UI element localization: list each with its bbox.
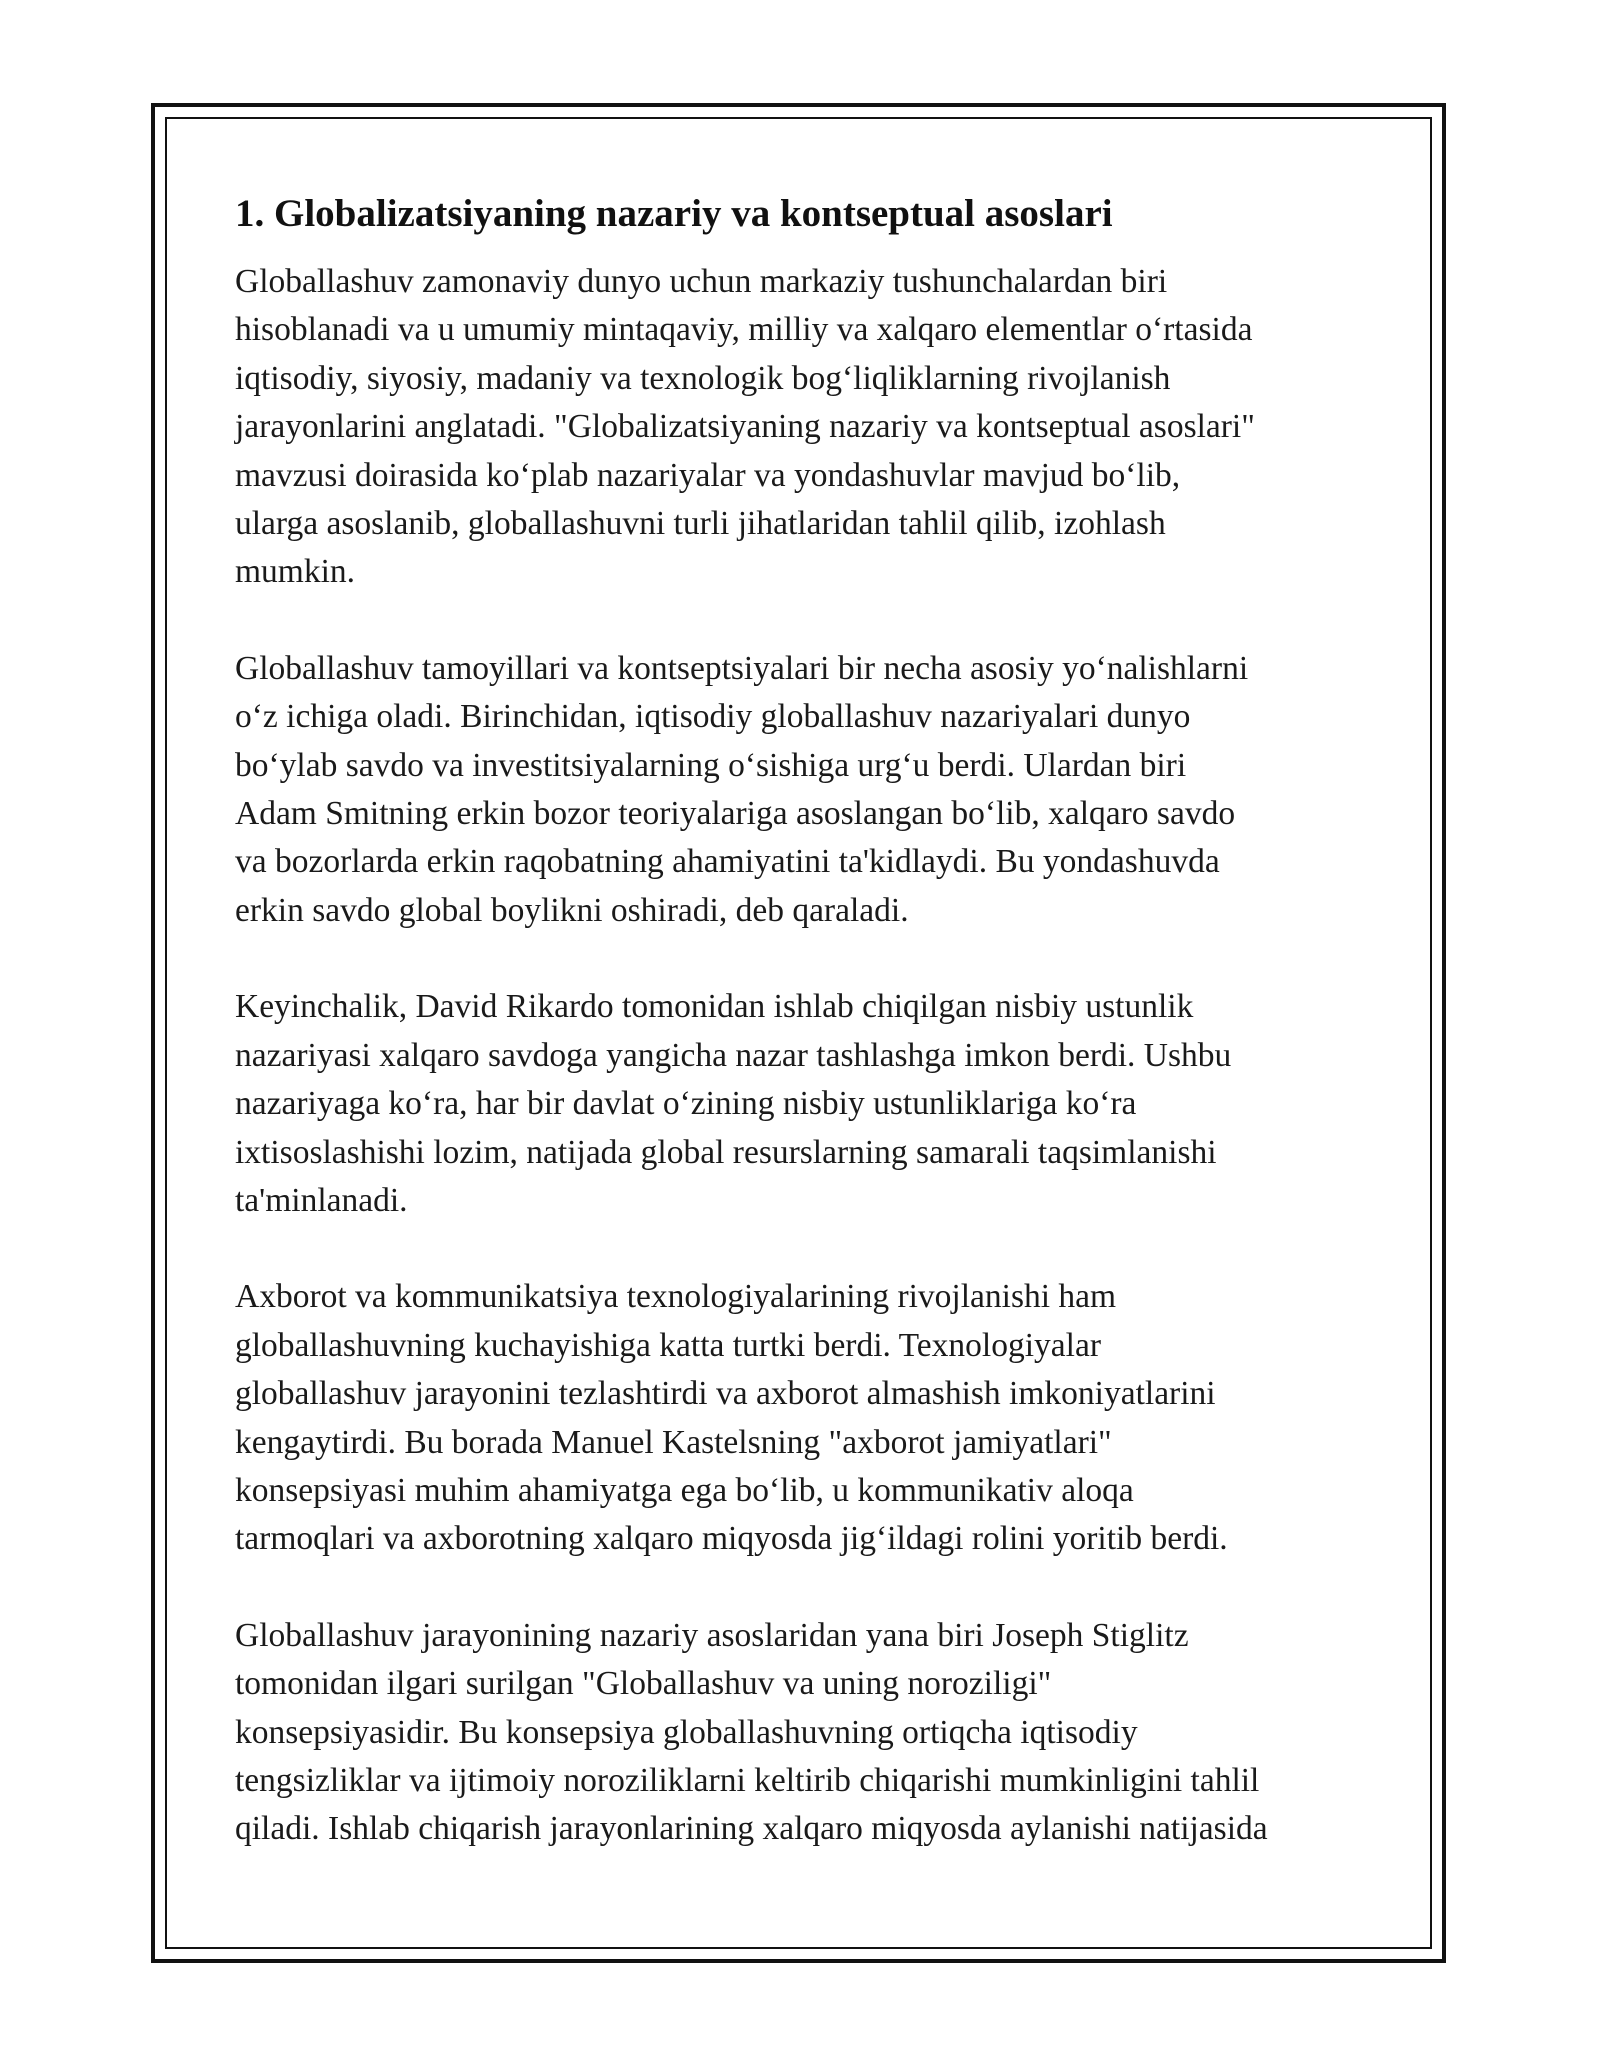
text-line: tengsizliklar va ijtimoiy noroziliklarni keltirib chiqarishi mumkinligini tahlil: [235, 1761, 1260, 1799]
text-line: Globallashuv tamoyillari va kontseptsiyalari bir necha asosiy yoʻnalishlarni: [235, 649, 1249, 687]
document-body: [235, 188, 1385, 1902]
paragraph-5: [235, 1612, 1385, 1854]
paragraph-3: [235, 983, 1385, 1225]
text-line: iqtisodiy, siyosiy, madaniy va texnologik bogʻliqliklarning rivojlanish: [235, 359, 1171, 397]
text-line: hisoblanadi va u umumiy mintaqaviy, milliy va xalqaro elementlar oʻrtasida: [235, 311, 1253, 349]
text-line: globallashuvning kuchayishiga katta turtki berdi. Texnologiyalar: [235, 1326, 1101, 1364]
paragraph-4: [235, 1273, 1385, 1563]
text-line: nazariyaga koʻra, har bir davlat oʻzining nisbiy ustunliklariga koʻra: [235, 1085, 1137, 1123]
text-line: jarayonlarini anglatadi. "Globalizatsiyaning nazariy va kontseptual asoslari": [235, 408, 1255, 446]
text-line: kengaytirdi. Bu borada Manuel Kastelsning "axborot jamiyatlari": [235, 1423, 1112, 1461]
text-line: mumkin.: [235, 553, 356, 591]
text-line: Globallashuv jarayonining nazariy asoslaridan yana biri Joseph Stiglitz: [235, 1616, 1189, 1654]
text-line: va bozorlarda erkin raqobatning ahamiyatini ta'kidlaydi. Bu yondashuvda: [235, 843, 1220, 881]
text-line: Adam Smitning erkin bozor teoriyalariga asoslangan boʻlib, xalqaro savdo: [235, 795, 1236, 833]
text-line: tarmoqlari va axborotning xalqaro miqyosda jigʻildagi rolini yoritib berdi.: [235, 1520, 1228, 1558]
paragraph-1: [235, 258, 1385, 597]
paragraph-2: [235, 645, 1385, 935]
text-line: nazariyasi xalqaro savdoga yangicha nazar tashlashga imkon berdi. Ushbu: [235, 1036, 1232, 1074]
text-line: mavzusi doirasida koʻplab nazariyalar va yondashuvlar mavjud boʻlib,: [235, 456, 1181, 494]
text-line: erkin savdo global boylikni oshiradi, deb qaraladi.: [235, 891, 909, 929]
text-line: Keyinchalik, David Rikardo tomonidan ishlab chiqilgan nisbiy ustunlik: [235, 988, 1194, 1026]
text-line: globallashuv jarayonini tezlashtirdi va axborot almashish imkoniyatlarini: [235, 1375, 1216, 1413]
text-line: qiladi. Ishlab chiqarish jarayonlarining xalqaro miqyosda aylanishi natijasida: [235, 1810, 1268, 1848]
text-line: konsepsiyasidir. Bu konsepsiya globallashuvning ortiqcha iqtisodiy: [235, 1713, 1138, 1751]
text-line: Axborot va kommunikatsiya texnologiyalarining rivojlanishi ham: [235, 1278, 1117, 1316]
text-line: oʻz ichiga oladi. Birinchidan, iqtisodiy globallashuv nazariyalari dunyo: [235, 698, 1191, 736]
text-line: konsepsiyasi muhim ahamiyatga ega boʻlib, u kommunikativ aloqa: [235, 1471, 1134, 1509]
text-line: ta'minlanadi.: [235, 1181, 408, 1219]
text-line: tomonidan ilgari surilgan "Globallashuv va uning noroziligi": [235, 1665, 1052, 1703]
text-line: ularga asoslanib, globallashuvni turli jihatlaridan tahlil qilib, izohlash: [235, 505, 1166, 543]
section-heading: 1. Globalizatsiyaning nazariy va kontseptual asoslari: [235, 192, 1113, 235]
text-line: Globallashuv zamonaviy dunyo uchun markaziy tushunchalardan biri: [235, 263, 1168, 300]
text-line: boʻylab savdo va investitsiyalarning oʻsishiga urgʻu berdi. Ulardan biri: [235, 746, 1187, 784]
text-line: ixtisoslashishi lozim, natijada global resurslarning samarali taqsimlanishi: [235, 1133, 1217, 1171]
